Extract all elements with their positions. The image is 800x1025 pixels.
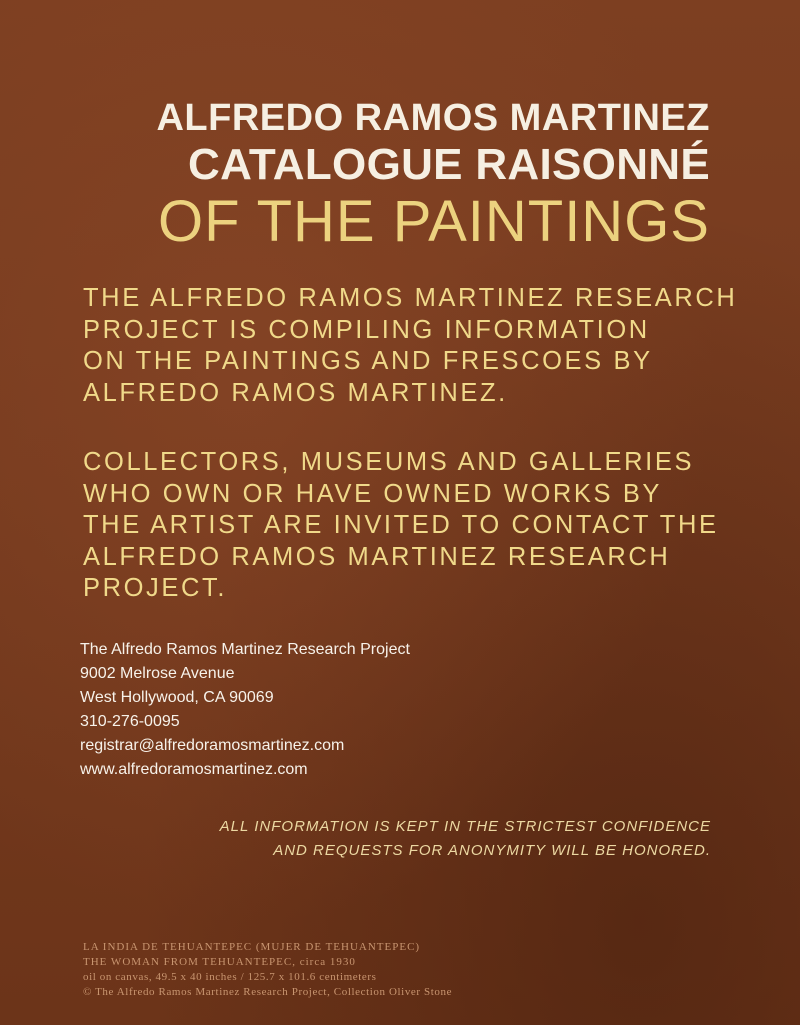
- notice-line: ALL INFORMATION IS KEPT IN THE STRICTEST CONFIDENCE: [219, 818, 711, 835]
- contact-phone: 310-276-0095: [80, 713, 180, 730]
- paragraph-line: COLLECTORS, MUSEUMS AND GALLERIES: [83, 448, 695, 476]
- paragraph-line: ON THE PAINTINGS AND FRESCOES BY: [83, 347, 653, 375]
- paragraph-line: ALFREDO RAMOS MARTINEZ.: [83, 378, 508, 407]
- confidentiality-notice: [220, 815, 711, 863]
- contact-website[interactable]: www.alfredoramosmartinez.com: [80, 761, 308, 778]
- paragraph-line: ALFREDO RAMOS MARTINEZ RESEARCH: [83, 542, 671, 571]
- title-of-the-paintings: OF THE PAINTINGS: [157, 189, 710, 254]
- page-title: [156, 95, 710, 255]
- contact-block: [80, 638, 410, 782]
- caption-copyright: © The Alfredo Ramos Martinez Research Project, Collection Oliver Stone: [83, 986, 453, 998]
- project-description-paragraph: [83, 283, 738, 409]
- caption-title-english: THE WOMAN FROM TEHUANTEPEC, circa 1930: [83, 956, 356, 968]
- contact-email[interactable]: registrar@alfredoramosmartinez.com: [80, 737, 345, 754]
- paragraph-line: PROJECT.: [83, 574, 228, 602]
- paragraph-line: PROJECT IS COMPILING INFORMATION: [83, 315, 650, 344]
- title-catalogue-raisonne: CATALOGUE RAISONNÉ: [188, 140, 710, 189]
- paragraph-line: THE ARTIST ARE INVITED TO CONTACT THE: [83, 511, 719, 539]
- title-artist-name: ALFREDO RAMOS MARTINEZ: [156, 97, 710, 139]
- contact-email-link[interactable]: [80, 734, 410, 758]
- contact-street: 9002 Melrose Avenue: [80, 665, 235, 682]
- invitation-paragraph: [83, 447, 719, 605]
- paragraph-line: THE ALFREDO RAMOS MARTINEZ RESEARCH: [83, 284, 738, 312]
- notice-line: AND REQUESTS FOR ANONYMITY WILL BE HONORED.: [273, 842, 711, 859]
- artwork-caption: [83, 940, 452, 1000]
- contact-city: West Hollywood, CA 90069: [80, 689, 274, 706]
- contact-website-link[interactable]: [80, 758, 410, 782]
- caption-medium-dimensions: oil on canvas, 49.5 x 40 inches / 125.7 x 101.6 centimeters: [83, 971, 377, 983]
- caption-title-spanish: LA INDIA DE TEHUANTEPEC (MUJER DE TEHUANTEPEC): [83, 941, 421, 953]
- contact-organization: The Alfredo Ramos Martinez Research Project: [80, 641, 410, 658]
- paragraph-line: WHO OWN OR HAVE OWNED WORKS BY: [83, 479, 663, 508]
